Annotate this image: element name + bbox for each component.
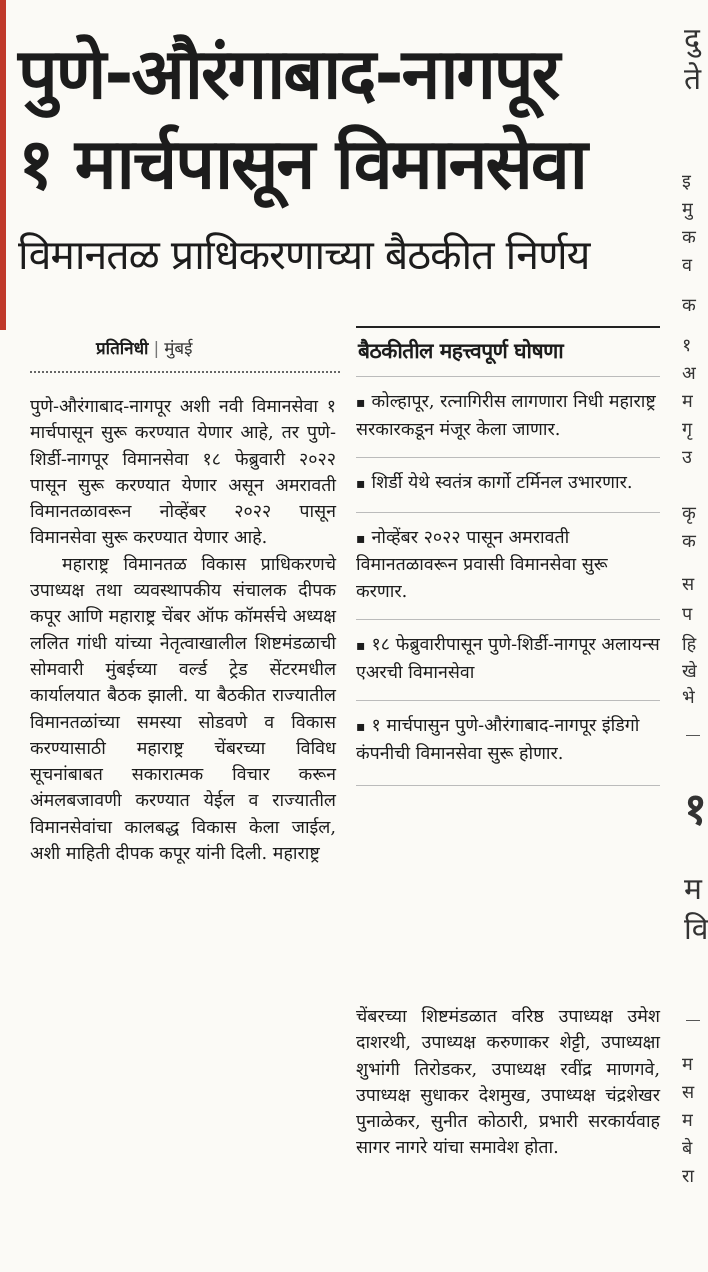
adjacent-fragment-text: भे: [682, 687, 695, 708]
adjacent-fragment-text: कृ: [682, 503, 696, 524]
byline-dotted-divider: [30, 371, 340, 373]
highlight-item-text: नोव्हेंबर २०२२ पासून अमरावती विमानतळावरून प्रवासी विमानसेवा सुरू करणार.: [356, 526, 608, 602]
adjacent-fragment-text: म: [682, 1054, 693, 1075]
adjacent-article-fragment: [676, 0, 708, 1272]
highlight-item-text: शिर्डी येथे स्वतंत्र कार्गो टर्मिनल उभारणार.: [371, 472, 633, 493]
bullet-icon: ▪: [356, 395, 366, 411]
article-paragraph-1: पुणे-औरंगाबाद-नागपूर अशी नवी विमानसेवा १ मार्चपासून सुरू करण्यात येणार आहे, तर पुणे-शिर्डी-नागपूर विमानसेवा १८ फेब्रुवारी २०२२ पासून सुरू करण्यात येणार असून अमरावती विमानतळावरून नोव्हेंबर २०२२ पासून विमानसेवा सुरू करण्यात येणार आहे.: [30, 396, 336, 549]
adjacent-fragment-text: मु: [682, 199, 693, 220]
adjacent-fragment-text: १: [682, 335, 692, 356]
adjacent-fragment-text: व: [682, 255, 693, 276]
highlights-title: बैठकीतील महत्त्वपूर्ण घोषणा: [358, 339, 564, 363]
adjacent-fragment-text: ते: [684, 62, 702, 97]
highlight-item: [356, 619, 660, 700]
headline-line-1: पुणे-औरंगाबाद-नागपूर: [18, 33, 559, 115]
subheadline: विमानतळ प्राधिकरणाच्या बैठकीत निर्णय: [18, 231, 590, 279]
highlight-item: [356, 457, 660, 512]
adjacent-divider: [686, 735, 700, 736]
highlight-item-text: १८ फेब्रुवारीपासून पुणे-शिर्डी-नागपूर अलायन्स एअरची विमानसेवा: [356, 634, 660, 683]
bullet-icon: ▪: [356, 638, 366, 654]
adjacent-fragment-text: स: [682, 1082, 695, 1103]
byline: [96, 336, 192, 359]
adjacent-fragment-text: म: [684, 872, 702, 907]
adjacent-fragment-text: हि: [682, 634, 697, 655]
headline-line-2: १ मार्चपासून विमानसेवा: [18, 123, 586, 205]
adjacent-fragment-text: रा: [682, 1166, 695, 1187]
adjacent-fragment-text: १: [684, 784, 707, 835]
page-edge-accent: [0, 0, 6, 330]
adjacent-fragment-text: म: [682, 1110, 693, 1131]
adjacent-fragment-text: इ: [682, 171, 691, 192]
adjacent-fragment-text: वि: [684, 912, 708, 947]
bullet-icon: ▪: [356, 530, 366, 547]
adjacent-fragment-text: क: [682, 295, 696, 316]
adjacent-fragment-text: खे: [682, 661, 697, 682]
bullet-icon: ▪: [356, 719, 366, 735]
adjacent-fragment-text: म: [682, 391, 693, 412]
byline-separator: |: [153, 339, 160, 359]
highlight-item: [356, 376, 660, 457]
adjacent-fragment-text: स: [682, 574, 695, 595]
adjacent-divider: [686, 1020, 700, 1021]
byline-role: प्रतिनिधी: [96, 339, 149, 359]
byline-city: मुंबई: [164, 339, 193, 359]
highlight-item-text: कोल्हापूर, रत्नागिरीस लागणारा निधी महाराष्ट्र सरकारकडून मंजूर केला जाणार.: [356, 391, 656, 440]
highlights-bottom-rule: [356, 785, 660, 786]
adjacent-fragment-text: गृ: [682, 419, 693, 440]
highlight-item: [356, 512, 660, 620]
adjacent-fragment-text: उ: [682, 447, 692, 468]
highlight-item-text: १ मार्चपासुन पुणे-औरंगाबाद-नागपूर इंडिगो कंपनीची विमानसेवा सुरू होणार.: [356, 715, 640, 764]
article-left-column: [30, 394, 336, 867]
article-paragraph-2: महाराष्ट्र विमानतळ विकास प्राधिकरणचे उपाध्यक्ष तथा व्यवस्थापकीय संचालक दीपक कपूर आणि महाराष्ट्र चेंबर ऑफ कॉमर्सचे अध्यक्ष ललित गांधी यांच्या नेतृत्वाखालील शिष्टमंडळाची सोमवारी मुंबईच्या वर्ल्ड ट्रेड सेंटरमधील कार्यालयात बैठक झाली. या बैठकीत राज्यातील विमानतळांच्या समस्या सोडवणे व विकास करण्यासाठी महाराष्ट्र चेंबरच्या विविध सूचनांबाबत सकारात्मक विचार करून अंमलबजावणी करण्यात येईल व राज्यातील विमानसेवांचा कालबद्ध विकास केला जाईल, अशी माहिती दीपक कपूर यांनी दिली. महाराष्ट्र: [30, 553, 336, 865]
highlights-top-rule: [356, 326, 660, 328]
article-paragraph-3: चेंबरच्या शिष्टमंडळात वरिष्ठ उपाध्यक्ष उमेश दाशरथी, उपाध्यक्ष करुणाकर शेट्टी, उपाध्यक्षा शुभांगी तिरोडकर, उपाध्यक्ष रवींद्र माणगवे, उपाध्यक्ष सुधाकर देशमुख, उपाध्यक्ष चंद्रशेखर पुनाळेकर, सुनीत कोठारी, प्रभारी सरकार्यवाह सागर नागरे यांचा समावेश होता.: [356, 1006, 660, 1159]
adjacent-fragment-text: क: [682, 227, 696, 248]
adjacent-fragment-text: बे: [682, 1138, 693, 1159]
highlight-item: [356, 700, 660, 781]
adjacent-fragment-text: दु: [684, 22, 700, 57]
bullet-icon: ▪: [356, 476, 366, 492]
adjacent-fragment-text: प: [682, 604, 693, 625]
highlights-box: [356, 326, 660, 786]
adjacent-fragment-text: अ: [682, 363, 696, 384]
adjacent-fragment-text: क: [682, 531, 696, 552]
